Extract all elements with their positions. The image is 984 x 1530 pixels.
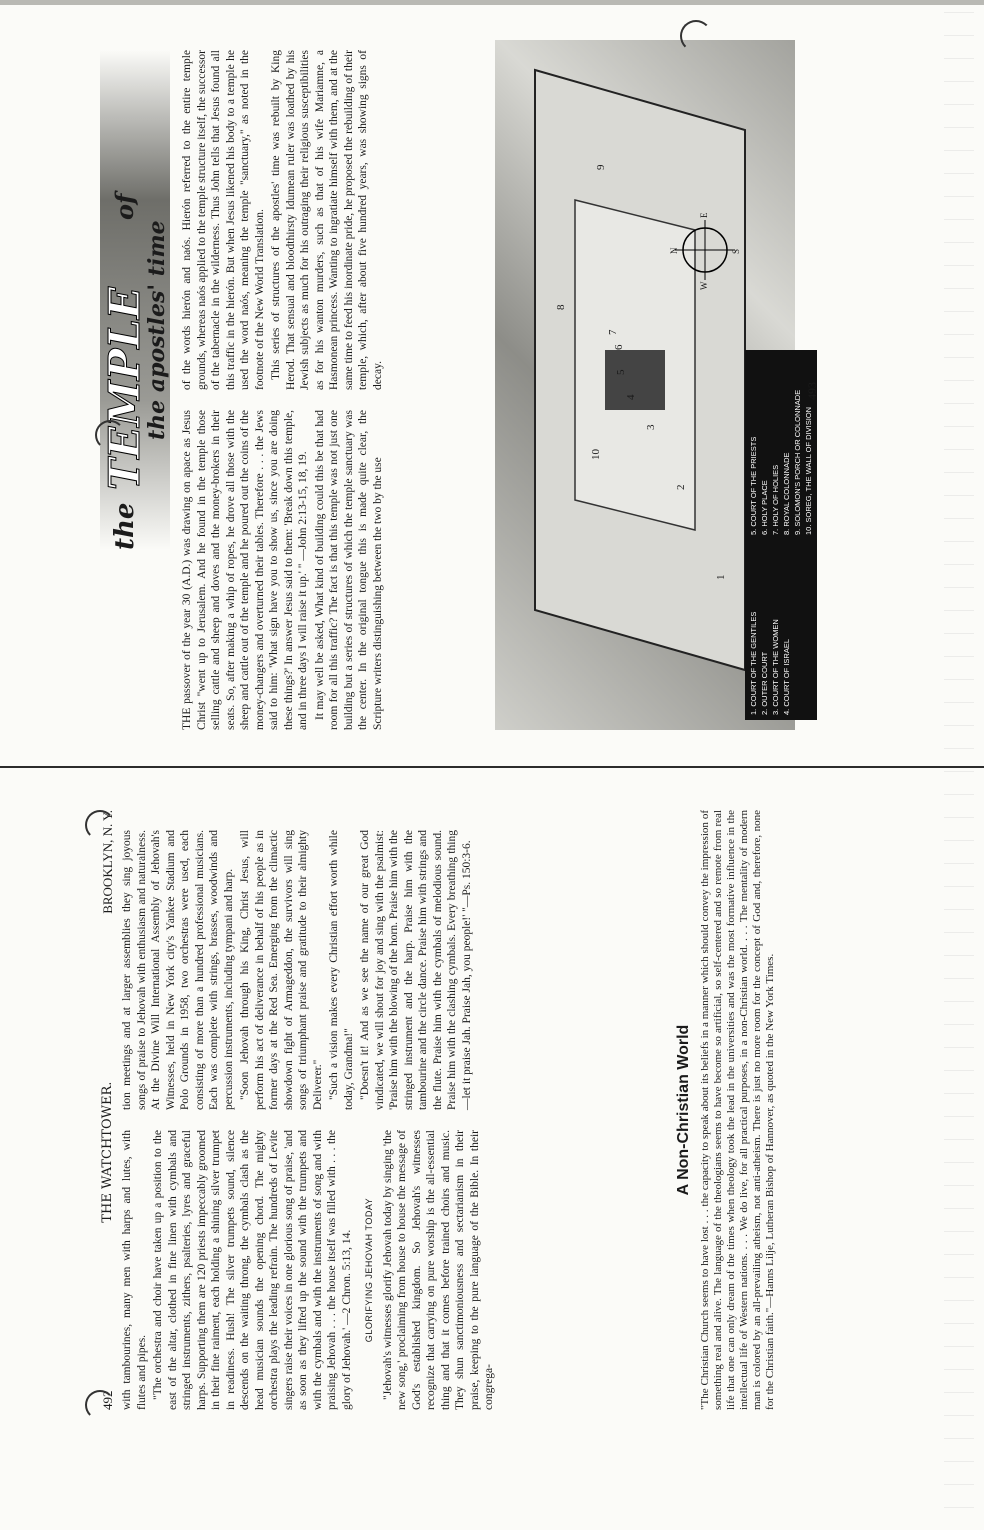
map-label: 8 [555,304,567,310]
map-label: 4 [625,394,637,400]
paragraph: tion meetings and at larger assemblies they sing joyous songs of praise to Jehovah with enthusiasm and naturalness. At the Divine Will International Assembly of Jehovah's Witnesses, held in New York city's Yankee Stadium and Polo Grounds in 1958, two orchestras were used, each consisting of more than a hundred professional musicians. Each was complete with strings, brasses, woodwinds and percussion instruments, including tympani and harp. [121,830,235,1110]
paragraph: with tambourines, many men with harps and lutes, with flutes and pipes. [121,1130,148,1410]
left-page [0,770,984,1530]
title-word-the: the [110,502,140,550]
paragraph: "Doesn't it! And as we see the name of our great God vindicated, we will shout for joy and sing with the psalmist: 'Praise him with the blowing of the horn. Praise him with the stringed instrument and the harp. Praise him with the tambourine and the circle dance. Praise him with strings and the flute. Praise him with the cymbals of melodious sound. Praise him with the clashing cymbals. Every breathing thing —let it praise Jah. Praise Jah, you people!' "—Ps. 150:3-6. [359,830,473,1110]
paragraph: "Soon Jehovah through his King, Christ Jesus, will perform his act of deliverance in behalf of his people as in former days at the Red Sea. Emerging from the climactic showdown fight of Armageddon, the survivors will sing songs of triumphant praise and gratitude to their almighty Deliverer." [239,830,324,1110]
punch-hole-mark [85,810,115,840]
legend-item: 2. OUTER COURT [760,651,769,715]
map-label: 2 [675,484,687,490]
legend-item: 6. HOLY PLACE [760,480,769,535]
map-label: 10 [590,449,602,460]
left-column-2 [120,830,476,1110]
compass-north: N [669,247,679,254]
title-line-2: the apostles' time [144,220,170,440]
page-fold-line [0,766,984,768]
punch-hole-mark [680,20,712,52]
legend-item: 1. COURT OF THE GENTILES [749,611,758,715]
page-number: 493 [805,382,819,400]
map-label: 1 [715,574,727,580]
map-label: 7 [607,329,619,335]
left-column-1 [120,1130,499,1410]
paragraph: "Such a vision makes every Christian effort worth while today, Grandma!" [328,830,355,1110]
legend-item: 7. HOLY OF HOLIES [771,464,780,535]
right-column-1 [180,410,387,730]
map-label: 6 [613,344,625,350]
title-word-of: of [110,193,139,220]
location: BROOKLYN, N. Y. [100,810,115,914]
legend-item: 5. COURT OF THE PRIESTS [749,436,758,535]
legend-item: 4. COURT OF ISRAEL [782,639,791,715]
legend-item: 9. SOLOMON'S PORCH OR COLONNADE [793,389,802,535]
map-label: 9 [595,164,607,170]
section-subhead: GLORIFYING JEHOVAH TODAY [364,1197,374,1343]
compass-south: S [731,248,741,254]
paragraph: "The orchestra and choir have taken up a position to the east of the altar, clothed in fine linen with cymbals and stringed instruments, zithers, psalteries, lyres and graceful harps. Supporting them are 120 priests impeccably groomed in their fine raiment, each holding a shining silver trumpet in readiness. Hush! The silver trumpets sound, silence descends on the waiting throng, the cymbals clash as the head musician sounds the opening chord. The mighty orchestra plays the leading refrain. The hundreds of Levite singers raise their voices in one glorious song of praise, 'and as soon as they lifted up the sound with the trumpets and with the cymbals and with the instruments of song and with praising Jehovah . . . the house itself was filled with . . . the glory of Jehovah.' —2 Chron. 5:13, 14. [152,1130,353,1410]
box-title: A Non-Christian World [675,1024,692,1196]
map-label: 5 [615,369,627,375]
legend-item: 10. SOREG, THE WALL OF DIVISION [804,406,813,535]
compass-east: E [699,212,709,218]
sidebar-box [675,810,777,1410]
temple-legend [745,350,817,720]
box-quote: "The Christian Church seems to have lost . . . the capacity to speak about its beliefs in a manner which should convey the impression of something real and alive. The language of the theologians seems to have become so artificial, so self-centered and so remote from real life that one can only dream of the times when theology took the lead in the universities and was the most formative influence in the intellectual life of Western nations. . . . We do live, for all practical purposes, in a non-Christian world. . . . The mentality of modern man is colored by an all-prevailing atheism, not anti-atheism. There is just no more room for the concept of God and, therefore, none for the Christian faith."—Hanns Lilje, Lutheran Bishop of Hannover, as quoted in the New York Times. [699,810,776,1410]
paragraph: of the words hierón and naós. Hierón referred to the entire temple grounds, whereas naós applied to the temple structure itself, the successor of the tabernacle in the wilderness. Thus John tells that Jesus found all this traffic in the hierón. But when Jesus likened his body to a temple he used the word naós, meaning the temple "sanctuary," as noted in the footnote of the New World Translation. [181,50,266,390]
paragraph: THE passover of the year 30 (A.D.) was drawing on apace as Jesus Christ "went up to Jerusalem. And he found in the temple those selling cattle and sheep and doves and the money-brokers in their seats. So, after making a whip of ropes, he drove all those with the sheep and cattle out of the temple and he poured out the coins of the money-changers and overturned their tables. Therefore . . . the Jews said to him: 'What sign have you to show us, since you are doing these things?' In answer Jesus said to them: 'Break down this temple, and in three days I will raise it up.' " —John 2:13-15, 18, 19. [181,410,309,730]
right-column-2 [180,50,387,390]
page-number: 492 [100,1390,115,1410]
title-block [100,50,170,550]
paragraph: "Jehovah's witnesses glorify Jehovah today by singing 'the new song,' proclaiming from house to house the message of God's established kingdom. So Jehovah's witnesses recognize that carrying on pure worship is the all-essential thing and that it comes before trained choirs and music. They shun sanctimoniousness and sectarianism in their praise, keeping to the pure language of the Bible. In their congrega- [381,1130,495,1410]
magazine-title: THE WATCHTOWER. [100,1081,115,1223]
running-head [100,810,116,1410]
paragraph: This series of structures of the apostles' time was rebuilt by King Herod. That sensual and bloodthirsty Idumean ruler was loathed by his Jewish subjects as much for his outraging their religious susceptibilities as for his wanton murders, such as that of his wife Mariamne, a Hasmonean princess. Wanting to ingratiate himself with them, and at the same time to feed his inordinate pride, he proposed the rebuilding of their temple, which, after about five hundred years, was showing signs of decay. [270,50,384,390]
paragraph: It may well be asked, What kind of building could this be that had room for all this traffic? The fact is that this temple was not just one building but a series of structures of which the temple sanctuary was the center. In the original tongue this is made quite clear, the Scripture writers distinguishing between the two by the use [313,410,384,730]
punch-hole-mark [95,420,125,450]
legend-item: 3. COURT OF THE WOMEN [771,619,780,715]
title-word-temple: TEMPLE [100,287,149,490]
legend-item: 8. ROYAL COLONNADE [782,452,791,535]
map-label: 3 [645,424,657,430]
punch-hole-mark [85,1390,115,1420]
compass-west: W [699,281,709,290]
